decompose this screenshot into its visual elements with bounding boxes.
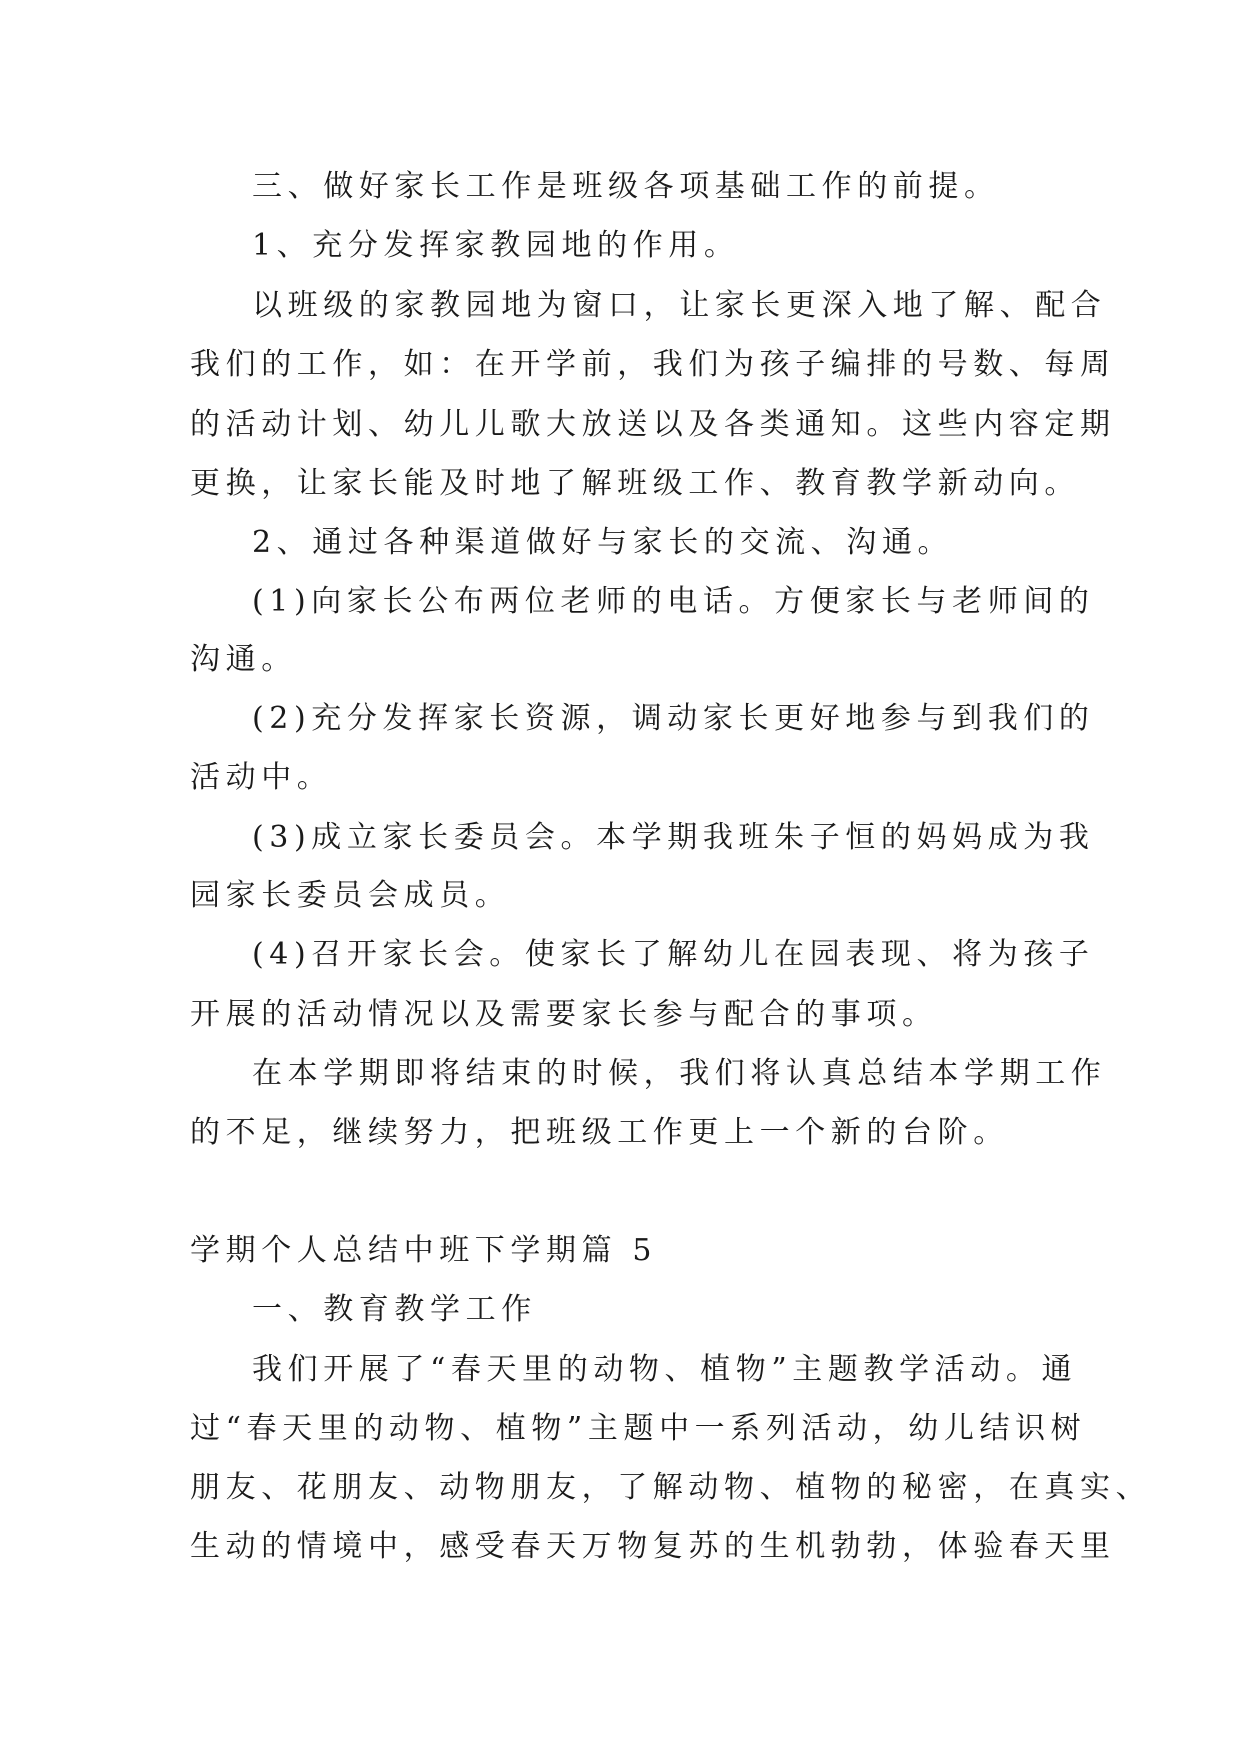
paragraph-line: 园家长委员会成员。: [190, 878, 511, 913]
paragraph-line: 以班级的家教园地为窗口，让家长更深入地了解、配合: [252, 288, 1107, 323]
paragraph-line: 的活动计划、幼儿儿歌大放送以及各类通知。这些内容定期: [190, 407, 1116, 442]
section-heading-parent-work: 三、做好家长工作是班级各项基础工作的前提。: [252, 169, 1000, 204]
paragraph-line: 我们开展了“春天里的动物、植物”主题教学活动。通: [252, 1352, 1078, 1387]
subheading-communication-channels: 2、通过各种渠道做好与家长的交流、沟通。: [252, 525, 954, 560]
list-item-2: (2)充分发挥家长资源，调动家长更好地参与到我们的: [252, 701, 1095, 736]
list-item-1: (1)向家长公布两位老师的电话。方便家长与老师间的: [252, 584, 1095, 619]
paragraph-line: 更换，让家长能及时地了解班级工作、教育教学新动向。: [190, 466, 1080, 501]
paragraph-line: 开展的活动情况以及需要家长参与配合的事项。: [190, 997, 938, 1032]
paragraph-line: 过“春天里的动物、植物”主题中一系列活动，幼儿结识树: [190, 1411, 1087, 1446]
article-title: 学期个人总结中班下学期篇 5: [190, 1233, 658, 1268]
paragraph-line: 的不足，继续努力，把班级工作更上一个新的台阶。: [190, 1115, 1009, 1150]
closing-paragraph-line: 在本学期即将结束的时候，我们将认真总结本学期工作: [252, 1056, 1107, 1091]
list-item-4: (4)召开家长会。使家长了解幼儿在园表现、将为孩子: [252, 937, 1095, 972]
subheading-home-education-corner: 1、充分发挥家教园地的作用。: [252, 228, 740, 263]
paragraph-line: 朋友、花朋友、动物朋友，了解动物、植物的秘密，在真实、: [190, 1470, 1152, 1505]
paragraph-line: 沟通。: [190, 642, 297, 677]
section-heading-teaching-work: 一、教育教学工作: [252, 1292, 537, 1327]
list-item-3: (3)成立家长委员会。本学期我班朱子恒的妈妈成为我: [252, 820, 1095, 855]
paragraph-line: 我们的工作，如：在开学前，我们为孩子编排的号数、每周: [190, 347, 1116, 382]
paragraph-line: 生动的情境中，感受春天万物复苏的生机勃勃，体验春天里: [190, 1529, 1116, 1564]
paragraph-line: 活动中。: [190, 760, 333, 795]
